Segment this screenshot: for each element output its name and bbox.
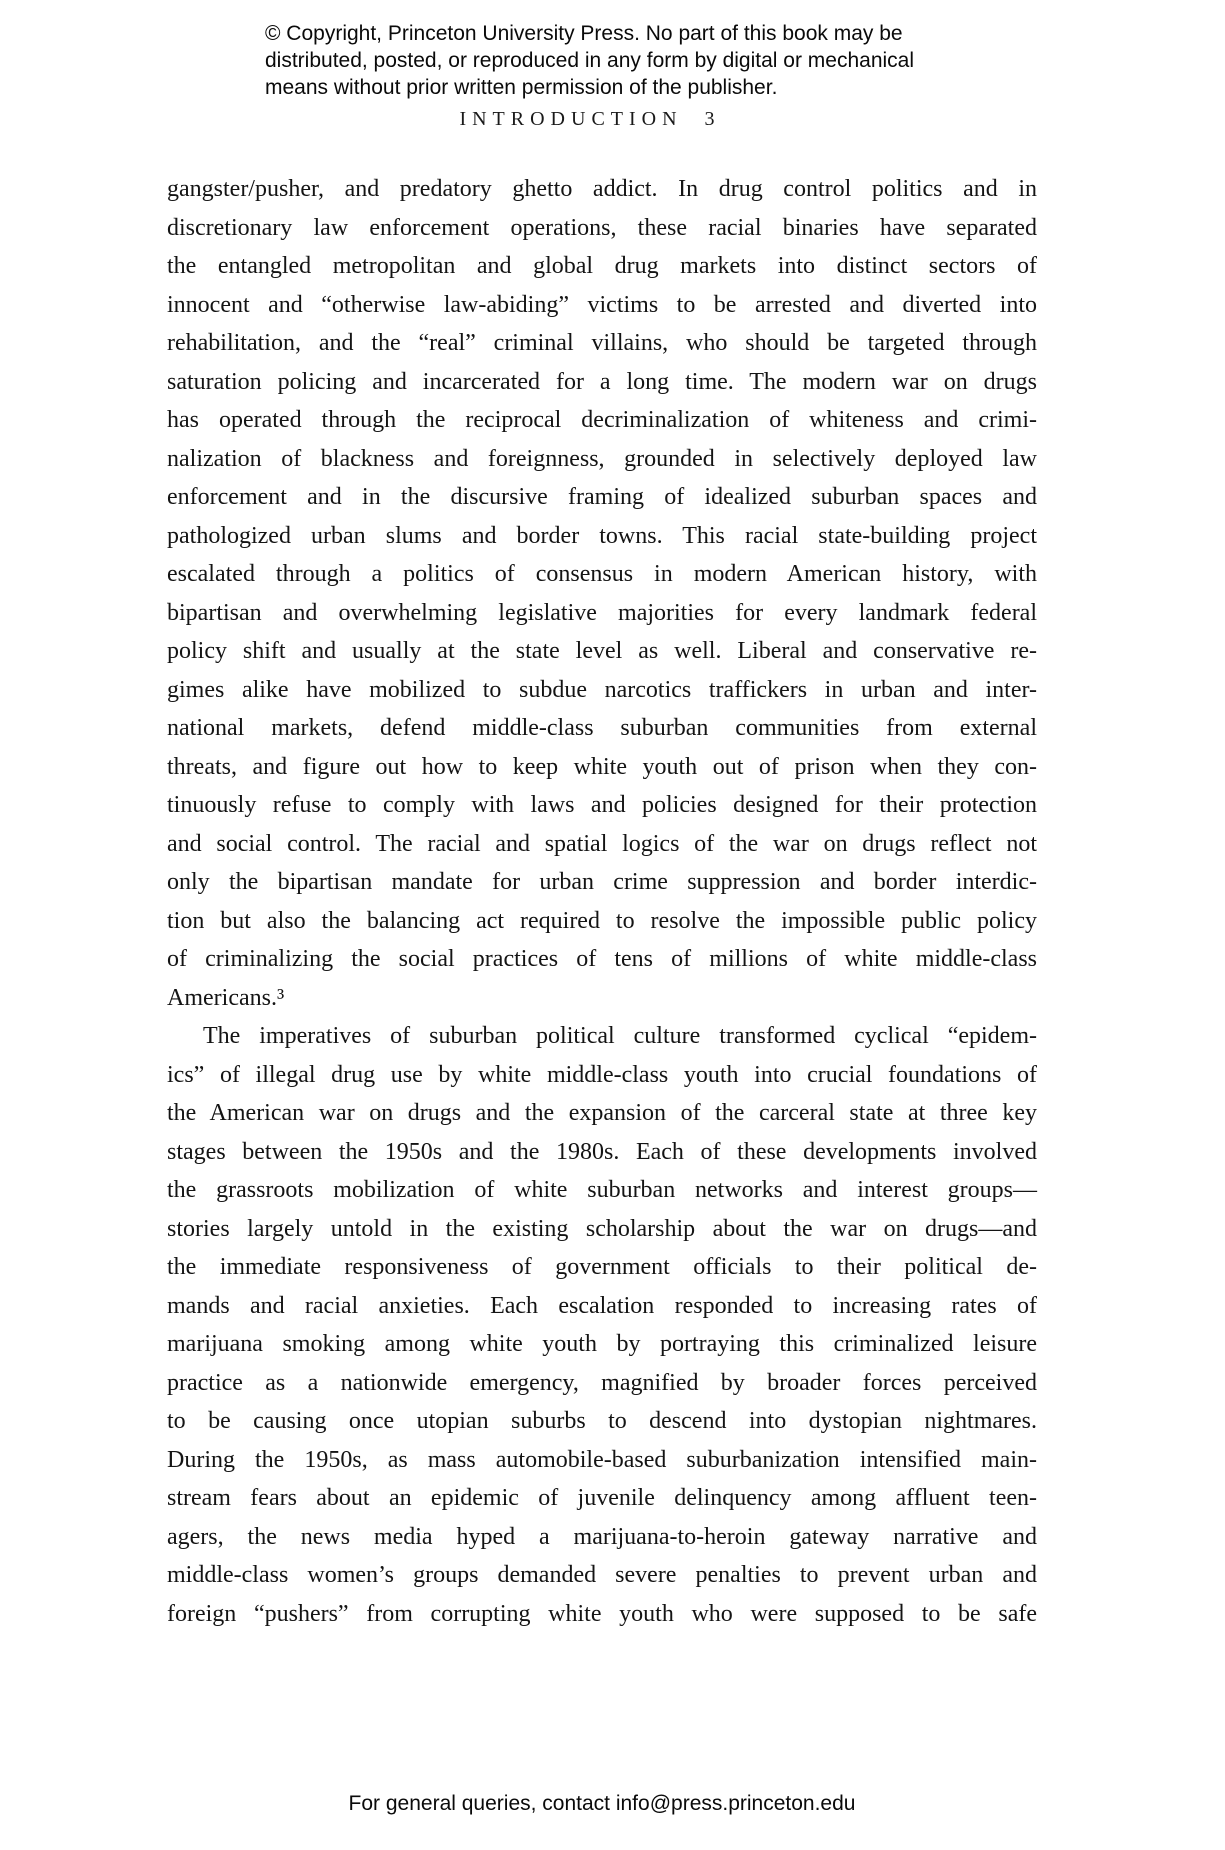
- body-line: The imperatives of suburban political culture transformed cyclical “epidem-: [203, 1023, 1037, 1049]
- body-line: the American war on drugs and the expansion of the carceral state at three key: [167, 1100, 1037, 1126]
- body-line: only the bipartisan mandate for urban crime suppression and border interdic-: [167, 869, 1037, 895]
- body-line: During the 1950s, as mass automobile-based suburbanization intensified main-: [167, 1446, 1037, 1473]
- body-line: foreign “pushers” from corrupting white youth who were supposed to be safe: [167, 1600, 1037, 1627]
- body-line: middle-class women’s groups demanded severe penalties to prevent urban and: [167, 1562, 1037, 1588]
- chapter-title: INTRODUCTION: [459, 108, 683, 130]
- body-line: ics” of illegal drug use by white middle-class youth into crucial foundations of: [167, 1061, 1037, 1088]
- footer-text: For general queries, contact info@press.princeton.edu: [348, 1792, 856, 1815]
- body-line: has operated through the reciprocal decriminalization of whiteness and crimi-: [167, 407, 1037, 433]
- body-line: pathologized urban slums and border towns. This racial state-building project: [167, 522, 1037, 549]
- copyright-line: means without prior written permission of the publisher.: [265, 76, 778, 99]
- copyright-line: © Copyright, Princeton University Press. No part of this book may be: [265, 22, 903, 45]
- body-line: nalization of blackness and foreignness, grounded in selectively deployed law: [167, 445, 1037, 472]
- body-line: practice as a nationwide emergency, magnified by broader forces perceived: [167, 1369, 1037, 1396]
- body-text: [167, 170, 1037, 1633]
- paragraph: [167, 1017, 1037, 1633]
- body-line: saturation policing and incarcerated for a long time. The modern war on drugs: [167, 368, 1037, 395]
- copyright-notice: [265, 20, 914, 101]
- body-line: the entangled metropolitan and global drug markets into distinct sectors of: [167, 253, 1037, 279]
- body-line: national markets, defend middle-class suburban communities from external: [167, 715, 1037, 741]
- running-header: [167, 108, 1007, 131]
- body-line: Americans.³: [167, 984, 285, 1011]
- copyright-line: distributed, posted, or reproduced in any form by digital or mechanical: [265, 49, 915, 72]
- body-line: tion but also the balancing act required to resolve the impossible public policy: [167, 907, 1037, 934]
- page-footer: [167, 1792, 1037, 1816]
- body-line: escalated through a politics of consensus in modern American history, with: [167, 561, 1037, 587]
- body-line: stories largely untold in the existing scholarship about the war on drugs—and: [167, 1215, 1037, 1242]
- body-line: rehabilitation, and the “real” criminal villains, who should be targeted through: [167, 330, 1037, 356]
- body-line: and social control. The racial and spatial logics of the war on drugs reflect not: [167, 830, 1037, 857]
- body-line: discretionary law enforcement operations, these racial binaries have separated: [167, 214, 1037, 241]
- body-line: enforcement and in the discursive framing of idealized suburban spaces and: [167, 484, 1037, 510]
- body-line: policy shift and usually at the state level as well. Liberal and conservative re-: [167, 638, 1037, 664]
- body-line: agers, the news media hyped a marijuana-to-heroin gateway narrative and: [167, 1523, 1037, 1550]
- body-line: innocent and “otherwise law-abiding” victims to be arrested and diverted into: [167, 291, 1037, 318]
- body-line: of criminalizing the social practices of tens of millions of white middle-class: [167, 946, 1037, 972]
- body-line: mands and racial anxieties. Each escalation responded to increasing rates of: [167, 1292, 1037, 1319]
- body-line: bipartisan and overwhelming legislative majorities for every landmark federal: [167, 599, 1037, 626]
- page-number: 3: [704, 108, 715, 130]
- body-line: marijuana smoking among white youth by portraying this criminalized leisure: [167, 1331, 1037, 1357]
- body-line: stages between the 1950s and the 1980s. Each of these developments involved: [167, 1138, 1037, 1165]
- body-line: the immediate responsiveness of government officials to their political de-: [167, 1254, 1037, 1280]
- body-line: to be causing once utopian suburbs to descend into dystopian nightmares.: [167, 1408, 1037, 1434]
- body-line: gangster/pusher, and predatory ghetto addict. In drug control politics and in: [167, 176, 1037, 202]
- body-line: tinuously refuse to comply with laws and policies designed for their protection: [167, 792, 1037, 818]
- paragraph: [167, 170, 1037, 1017]
- body-line: gimes alike have mobilized to subdue narcotics traffickers in urban and inter-: [167, 676, 1037, 703]
- body-line: threats, and figure out how to keep white youth out of prison when they con-: [167, 753, 1037, 780]
- body-line: stream fears about an epidemic of juvenile delinquency among affluent teen-: [167, 1485, 1037, 1511]
- body-line: the grassroots mobilization of white suburban networks and interest groups—: [167, 1177, 1037, 1203]
